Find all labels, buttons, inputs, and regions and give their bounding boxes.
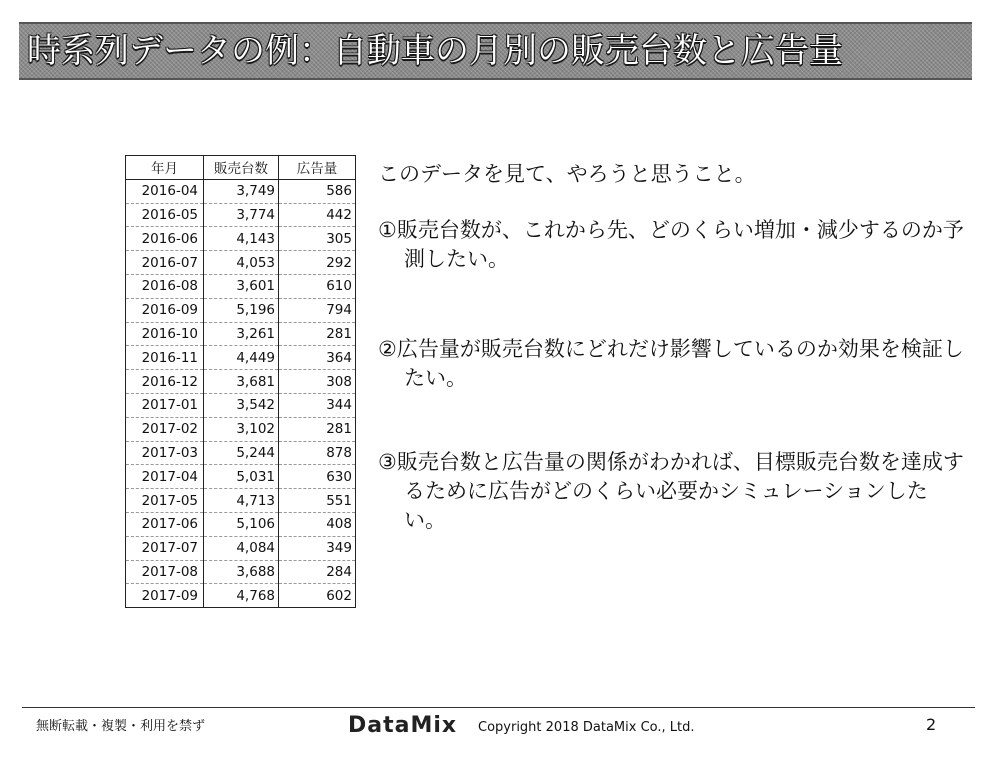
point-3: ③販売台数と広告量の関係がわかれば、目標販売台数を達成するために広告がどのくらい必要かシミュレーションしたい。 xyxy=(378,450,964,532)
cell-month: 2016-08 xyxy=(126,274,204,298)
cell-month: 2016-05 xyxy=(126,203,204,227)
table-body xyxy=(126,179,356,607)
cell-month: 2016-10 xyxy=(126,322,204,346)
cell-month: 2016-11 xyxy=(126,346,204,370)
column-header-sales: 販売台数 xyxy=(204,156,279,180)
cell-ad: 281 xyxy=(279,417,356,441)
table-row xyxy=(126,322,356,346)
page-number: 2 xyxy=(926,715,937,734)
cell-sales: 4,053 xyxy=(204,251,279,275)
cell-month: 2017-08 xyxy=(126,560,204,584)
table-row xyxy=(126,560,356,584)
point-2: ②広告量が販売台数にどれだけ影響しているのか効果を検証したい。 xyxy=(378,337,964,390)
cell-sales: 4,143 xyxy=(204,227,279,251)
datamix-logo: DataMix xyxy=(348,713,458,738)
cell-ad: 364 xyxy=(279,346,356,370)
cell-ad: 602 xyxy=(279,584,356,608)
cell-month: 2017-05 xyxy=(126,489,204,513)
table-row xyxy=(126,536,356,560)
table-row xyxy=(126,346,356,370)
cell-month: 2017-02 xyxy=(126,417,204,441)
table-row xyxy=(126,251,356,275)
column-header-ad: 広告量 xyxy=(279,156,356,180)
cell-ad: 408 xyxy=(279,512,356,536)
cell-ad: 630 xyxy=(279,465,356,489)
cell-ad: 551 xyxy=(279,489,356,513)
cell-month: 2017-07 xyxy=(126,536,204,560)
slide-title: 時系列データの例：自動車の月別の販売台数と広告量 xyxy=(27,31,843,71)
cell-month: 2017-03 xyxy=(126,441,204,465)
cell-sales: 3,102 xyxy=(204,417,279,441)
cell-ad: 281 xyxy=(279,322,356,346)
cell-sales: 5,031 xyxy=(204,465,279,489)
table-row xyxy=(126,370,356,394)
point-1: ①販売台数が、これから先、どのくらい増加・減少するのか予測したい。 xyxy=(378,218,964,271)
cell-ad: 308 xyxy=(279,370,356,394)
cell-month: 2016-12 xyxy=(126,370,204,394)
cell-sales: 5,244 xyxy=(204,441,279,465)
table-row xyxy=(126,512,356,536)
cell-sales: 3,261 xyxy=(204,322,279,346)
cell-sales: 3,749 xyxy=(204,179,279,203)
column-header-month: 年月 xyxy=(126,156,204,180)
table-row xyxy=(126,203,356,227)
table-header-row xyxy=(126,156,356,180)
cell-ad: 349 xyxy=(279,536,356,560)
cell-month: 2017-06 xyxy=(126,512,204,536)
table-row xyxy=(126,489,356,513)
cell-month: 2016-04 xyxy=(126,179,204,203)
cell-ad: 284 xyxy=(279,560,356,584)
cell-month: 2017-09 xyxy=(126,584,204,608)
table-row xyxy=(126,584,356,608)
cell-sales: 3,774 xyxy=(204,203,279,227)
cell-sales: 3,688 xyxy=(204,560,279,584)
cell-sales: 4,713 xyxy=(204,489,279,513)
sales-ad-table xyxy=(125,155,356,608)
cell-sales: 4,084 xyxy=(204,536,279,560)
cell-sales: 5,196 xyxy=(204,298,279,322)
intro-text: このデータを見て、やろうと思うこと。 xyxy=(378,162,756,186)
table-row xyxy=(126,417,356,441)
cell-month: 2017-04 xyxy=(126,465,204,489)
table-row xyxy=(126,179,356,203)
cell-sales: 5,106 xyxy=(204,512,279,536)
cell-ad: 586 xyxy=(279,179,356,203)
table-row xyxy=(126,227,356,251)
cell-ad: 610 xyxy=(279,274,356,298)
table-row xyxy=(126,441,356,465)
cell-sales: 4,449 xyxy=(204,346,279,370)
cell-month: 2016-07 xyxy=(126,251,204,275)
table-row xyxy=(126,393,356,417)
cell-ad: 305 xyxy=(279,227,356,251)
cell-ad: 292 xyxy=(279,251,356,275)
cell-month: 2017-01 xyxy=(126,393,204,417)
footer-notice: 無断転載・複製・利用を禁ず xyxy=(36,719,206,734)
cell-sales: 4,768 xyxy=(204,584,279,608)
footer-divider xyxy=(22,707,975,708)
cell-sales: 3,601 xyxy=(204,274,279,298)
cell-sales: 3,681 xyxy=(204,370,279,394)
table-row xyxy=(126,274,356,298)
cell-month: 2016-06 xyxy=(126,227,204,251)
cell-ad: 344 xyxy=(279,393,356,417)
table-row xyxy=(126,298,356,322)
title-bar xyxy=(19,22,972,80)
cell-ad: 442 xyxy=(279,203,356,227)
cell-sales: 3,542 xyxy=(204,393,279,417)
cell-month: 2016-09 xyxy=(126,298,204,322)
cell-ad: 878 xyxy=(279,441,356,465)
table-row xyxy=(126,465,356,489)
cell-ad: 794 xyxy=(279,298,356,322)
copyright-text: Copyright 2018 DataMix Co., Ltd. xyxy=(478,720,695,735)
